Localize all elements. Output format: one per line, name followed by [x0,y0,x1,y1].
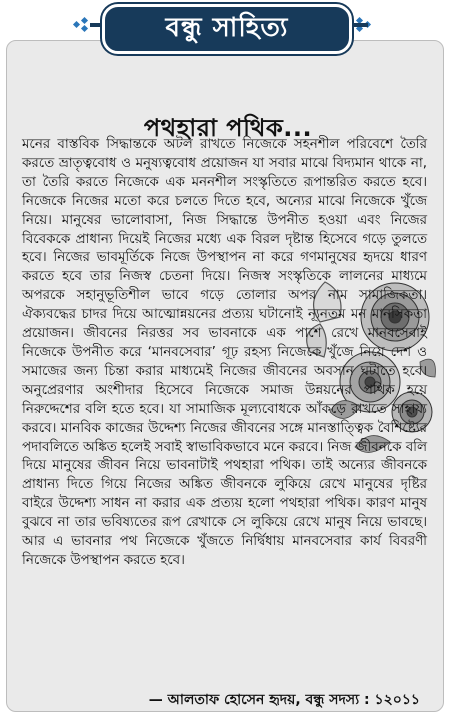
article-body [22,136,427,571]
article-title: পথহারা পথিক... [143,114,313,143]
section-banner [102,4,352,54]
article-paragraph: মনের বাস্তবিক সিদ্ধান্তকে অটল রাখতে নিজেকে সহনশীল পরিবেশে তৈরি করতে ভ্রাতৃত্ববোধ ও মনুষ্যত্ববোধ প্রয়োজন যা সবার মাঝে বিদ্যমান থাকে না, তা তৈরি করতে নিজেকে এক মননশীল সংস্কৃতিতে রূপান্তরিত করতে হবে। নিজেকে নিজের মতো করে চলতে দিতে হবে, অন্যের মাঝে নিজেকে খুঁজে নিয়ে। মানুষের ভালোবাসা, নিজ সিদ্ধান্তে উপনীত হওয়া এবং নিজের বিবেককে প্রাধান্য দিয়েই নিজের মধ্যে এক বিরল দৃষ্টান্ত হিসেবে গড়ে তুলতে হবে। নিজের ভাবমূর্তিকে নিজে উপস্থাপন না করে গণমানুষের হৃদয়ে ধারণ করতে হবে তার নিজস্ব চেতনা দিয়ে। নিজস্ব সংস্কৃতিকে লালনের মাধ্যমে অপরকে সহানুভূতিশীল ভাবে গড়ে তোলার অপর নাম সামাজিকতা। ঐক্যবদ্ধের চাদর দিয়ে আত্মোন্নয়নের প্রত্যয় ঘটানোই ন্যূনতম মন মানসিকতা প্রয়োজন। জীবনের নিরত্তর সব ভাবনাকে এক পাশে রেখে মানবসেবাই নিজেকে উপনীত করে ‘মানবসেবার’ গূঢ় রহস্য নিজেকে খুঁজে নিয়ে দেশ ও সমাজের জন্য চিন্তা করার মাধ্যমেই নিজের জীবনের অবসান ঘটাতে হবে। অনুপ্রেরণার অংশীদার হিসেবে নিজেকে সমাজ উন্নয়নের পথিক হয়ে নিরুদ্দেশের বলি হতে হবে। যা সামাজিক মূল্যবোধকে আঁকড়ে রাখতে সাহায্য করবে। মানবিক কাজের উদ্দেশ্য নিজের জীবনের সঙ্গে মানস্তাত্ত্বিক বৈশিষ্ট্যের পদাবলিতে অঙ্কিত হলেই সবাই স্বাভাবিকভাবে মনে করবে। নিজ জীবনকে বলি দিয়ে মানুষের জীবন নিয়ে ভাবনাটাই পথহারা পথিক। তাই অন্যের জীবনকে প্রাধান্য দিতে গিয়ে নিজের অঙ্কিত জীবনকে লুকিয়ে রেখে মানুষের দৃষ্টির বাইরে উদ্দেশ্য সাধন না করার এক প্রত্যয় হলো পথহারা পথিক। কারণ মানুষ বুঝবে না তার ভবিষ্যতের রূপ রেখাকে সে লুকিয়ে রেখে মানুষ নিয়ে ভাবছে। আর এ ভাবনার পথ নিজেকে খুঁজতে নির্দ্বিধায় মানবসেবার কার্য বিবরণী নিজেকে উপস্থাপন করতে হবে। [22,137,427,568]
section-title: বন্ধু সাহিত্য [165,13,289,43]
diamond-dots-left-icon [74,18,98,32]
banner-right-bar [352,23,368,27]
author-signature: — আলতাফ হোসেন হৃদয়, বন্ধু সদস্য : ১২০১১ [148,692,420,708]
